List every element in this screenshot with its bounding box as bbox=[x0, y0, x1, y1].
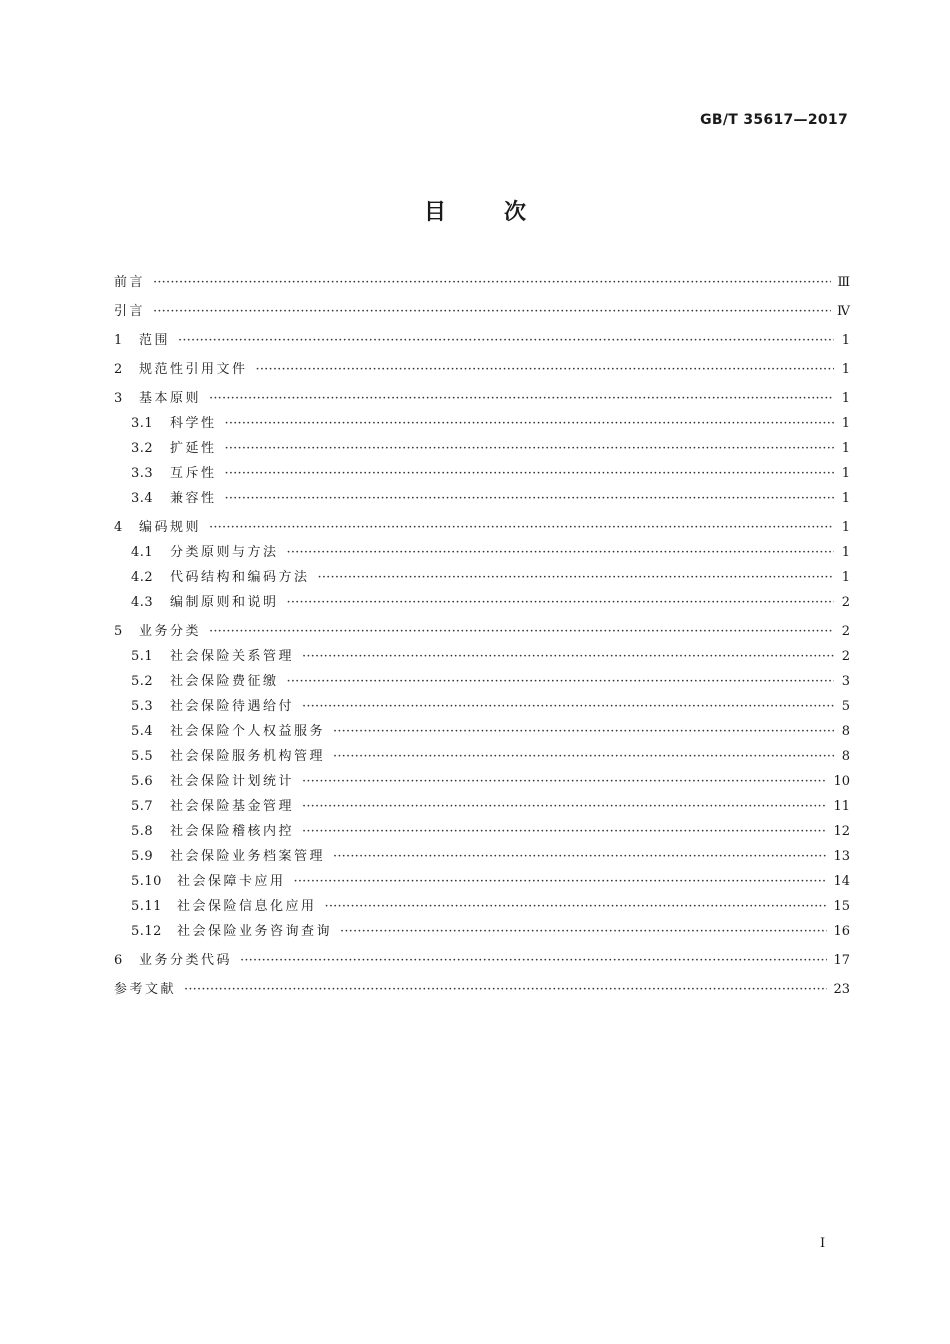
toc-entry-label: 编制原则和说明 bbox=[170, 595, 279, 610]
toc-leader-dots bbox=[153, 270, 831, 295]
toc-entry-page: 8 bbox=[841, 749, 850, 764]
toc-entry-page: 13 bbox=[833, 849, 850, 864]
toc-leader-dots bbox=[209, 515, 834, 540]
toc-entry[interactable] bbox=[114, 794, 850, 819]
toc-entry-page: Ⅳ bbox=[837, 304, 850, 319]
toc-leader-dots bbox=[333, 744, 834, 769]
toc-entry-number: 5.2 bbox=[131, 674, 154, 689]
toc-entry-label: 扩延性 bbox=[170, 441, 217, 456]
toc-entry-page: 1 bbox=[841, 416, 850, 431]
toc-entry-number: 4.1 bbox=[131, 545, 154, 560]
toc-entry-label: 参考文献 bbox=[114, 982, 177, 997]
toc-entry-number: 5.12 bbox=[131, 924, 162, 939]
toc-entry-number: 3 bbox=[114, 391, 123, 406]
toc-entry-number: 5.6 bbox=[131, 774, 154, 789]
toc-entry-page: 8 bbox=[841, 724, 850, 739]
toc-leader-dots bbox=[256, 357, 834, 382]
toc-entry[interactable] bbox=[114, 744, 850, 769]
toc-entry-page: 14 bbox=[833, 874, 850, 889]
toc-entry[interactable] bbox=[114, 769, 850, 794]
toc-entry-label: 互斥性 bbox=[170, 466, 217, 481]
toc-leader-dots bbox=[184, 977, 827, 1002]
toc-leader-dots bbox=[340, 919, 827, 944]
toc-entry[interactable] bbox=[114, 299, 850, 324]
toc-entry-label: 社会保险业务咨询查询 bbox=[177, 924, 333, 939]
toc-entry[interactable] bbox=[114, 436, 850, 461]
toc-entry-page: 3 bbox=[841, 674, 850, 689]
toc-entry[interactable] bbox=[114, 540, 850, 565]
toc-leader-dots bbox=[287, 540, 834, 565]
toc-entry[interactable] bbox=[114, 486, 850, 511]
toc-entry-page: 23 bbox=[833, 982, 850, 997]
toc-entry-number: 5.5 bbox=[131, 749, 154, 764]
toc-entry-page: 1 bbox=[841, 391, 850, 406]
toc-entry-page: 10 bbox=[833, 774, 850, 789]
table-of-contents bbox=[114, 270, 850, 1002]
toc-entry-label: 业务分类代码 bbox=[139, 953, 233, 968]
toc-entry-number: 1 bbox=[114, 333, 123, 348]
toc-leader-dots bbox=[318, 565, 834, 590]
standard-code: GB/T 35617—2017 bbox=[700, 112, 848, 128]
toc-entry-page: 1 bbox=[841, 570, 850, 585]
toc-entry[interactable] bbox=[114, 694, 850, 719]
toc-entry-number: 5.7 bbox=[131, 799, 154, 814]
toc-entry-number: 6 bbox=[114, 953, 123, 968]
toc-entry-label: 社会保障卡应用 bbox=[177, 874, 286, 889]
toc-entry-number: 4 bbox=[114, 520, 123, 535]
toc-entry-label: 社会保险业务档案管理 bbox=[170, 849, 326, 864]
toc-entry-label: 范围 bbox=[139, 333, 171, 348]
toc-entry-label: 社会保险个人权益服务 bbox=[170, 724, 326, 739]
toc-entry-number: 5 bbox=[114, 624, 123, 639]
toc-entry-page: 1 bbox=[841, 545, 850, 560]
toc-leader-dots bbox=[209, 619, 834, 644]
toc-entry[interactable] bbox=[114, 565, 850, 590]
toc-entry-page: 5 bbox=[841, 699, 850, 714]
toc-entry-label: 分类原则与方法 bbox=[170, 545, 279, 560]
toc-leader-dots bbox=[302, 644, 834, 669]
toc-leader-dots bbox=[287, 669, 834, 694]
toc-leader-dots bbox=[153, 299, 831, 324]
toc-leader-dots bbox=[225, 486, 834, 511]
toc-entry-label: 社会保险计划统计 bbox=[170, 774, 295, 789]
toc-entry-label: 规范性引用文件 bbox=[139, 362, 248, 377]
toc-entry-label: 编码规则 bbox=[139, 520, 202, 535]
toc-entry-number: 5.1 bbox=[131, 649, 154, 664]
toc-entry-number: 5.11 bbox=[131, 899, 162, 914]
toc-leader-dots bbox=[302, 794, 827, 819]
toc-entry-number: 3.1 bbox=[131, 416, 154, 431]
page-title: 目次 bbox=[423, 200, 584, 225]
toc-entry[interactable] bbox=[114, 869, 850, 894]
toc-entry-label: 基本原则 bbox=[139, 391, 202, 406]
toc-entry[interactable] bbox=[114, 328, 850, 353]
toc-entry[interactable] bbox=[114, 515, 850, 540]
toc-entry-number: 3.2 bbox=[131, 441, 154, 456]
toc-entry[interactable] bbox=[114, 590, 850, 615]
toc-entry[interactable] bbox=[114, 619, 850, 644]
toc-entry-label: 社会保险服务机构管理 bbox=[170, 749, 326, 764]
toc-leader-dots bbox=[287, 590, 834, 615]
toc-entry-label: 引言 bbox=[114, 304, 146, 319]
toc-leader-dots bbox=[225, 436, 834, 461]
toc-entry[interactable] bbox=[114, 411, 850, 436]
toc-entry-page: 2 bbox=[841, 649, 850, 664]
toc-entry-label: 前言 bbox=[114, 275, 146, 290]
toc-entry-page: 16 bbox=[833, 924, 850, 939]
toc-entry-label: 科学性 bbox=[170, 416, 217, 431]
toc-entry-number: 5.9 bbox=[131, 849, 154, 864]
toc-leader-dots bbox=[294, 869, 828, 894]
toc-entry-number: 5.4 bbox=[131, 724, 154, 739]
toc-entry[interactable] bbox=[114, 819, 850, 844]
toc-leader-dots bbox=[333, 719, 834, 744]
toc-entry-page: 1 bbox=[841, 466, 850, 481]
toc-entry-page: 11 bbox=[833, 799, 850, 814]
toc-entry-label: 兼容性 bbox=[170, 491, 217, 506]
toc-leader-dots bbox=[240, 948, 827, 973]
toc-entry-page: 2 bbox=[841, 624, 850, 639]
toc-entry[interactable] bbox=[114, 357, 850, 382]
toc-entry-label: 社会保险费征缴 bbox=[170, 674, 279, 689]
toc-entry-number: 2 bbox=[114, 362, 123, 377]
toc-entry-number: 3.4 bbox=[131, 491, 154, 506]
toc-entry-number: 5.3 bbox=[131, 699, 154, 714]
toc-entry-label: 社会保险信息化应用 bbox=[177, 899, 317, 914]
toc-entry-page: 1 bbox=[841, 441, 850, 456]
toc-leader-dots bbox=[302, 694, 834, 719]
toc-entry-page: 12 bbox=[833, 824, 850, 839]
toc-entry-page: 1 bbox=[841, 362, 850, 377]
toc-entry[interactable] bbox=[114, 844, 850, 869]
toc-entry-label: 社会保险关系管理 bbox=[170, 649, 295, 664]
toc-entry[interactable] bbox=[114, 719, 850, 744]
toc-entry[interactable] bbox=[114, 948, 850, 973]
toc-entry-page: 17 bbox=[833, 953, 850, 968]
toc-entry-page: Ⅲ bbox=[837, 275, 850, 290]
toc-leader-dots bbox=[302, 819, 827, 844]
toc-entry-number: 5.10 bbox=[131, 874, 162, 889]
toc-leader-dots bbox=[209, 386, 834, 411]
toc-entry-number: 4.2 bbox=[131, 570, 154, 585]
toc-entry-label: 社会保险待遇给付 bbox=[170, 699, 295, 714]
toc-entry-number: 5.8 bbox=[131, 824, 154, 839]
toc-entry-page: 15 bbox=[833, 899, 850, 914]
toc-entry[interactable] bbox=[114, 669, 850, 694]
toc-entry[interactable] bbox=[114, 919, 850, 944]
toc-leader-dots bbox=[178, 328, 834, 353]
toc-leader-dots bbox=[225, 411, 834, 436]
toc-entry-page: 1 bbox=[841, 333, 850, 348]
toc-entry-number: 4.3 bbox=[131, 595, 154, 610]
toc-entry-page: 1 bbox=[841, 520, 850, 535]
toc-entry-label: 社会保险基金管理 bbox=[170, 799, 295, 814]
toc-leader-dots bbox=[302, 769, 827, 794]
toc-entry-label: 业务分类 bbox=[139, 624, 202, 639]
toc-entry-label: 社会保险稽核内控 bbox=[170, 824, 295, 839]
toc-entry[interactable] bbox=[114, 461, 850, 486]
toc-leader-dots bbox=[325, 894, 828, 919]
toc-entry-page: 2 bbox=[841, 595, 850, 610]
toc-entry[interactable] bbox=[114, 386, 850, 411]
toc-leader-dots bbox=[333, 844, 827, 869]
toc-entry-page: 1 bbox=[841, 491, 850, 506]
toc-leader-dots bbox=[225, 461, 834, 486]
toc-entry[interactable] bbox=[114, 977, 850, 1002]
page-number: Ⅰ bbox=[820, 1236, 826, 1251]
toc-entry-label: 代码结构和编码方法 bbox=[170, 570, 310, 585]
toc-entry[interactable] bbox=[114, 894, 850, 919]
toc-entry[interactable] bbox=[114, 644, 850, 669]
toc-entry[interactable] bbox=[114, 270, 850, 295]
toc-entry-number: 3.3 bbox=[131, 466, 154, 481]
